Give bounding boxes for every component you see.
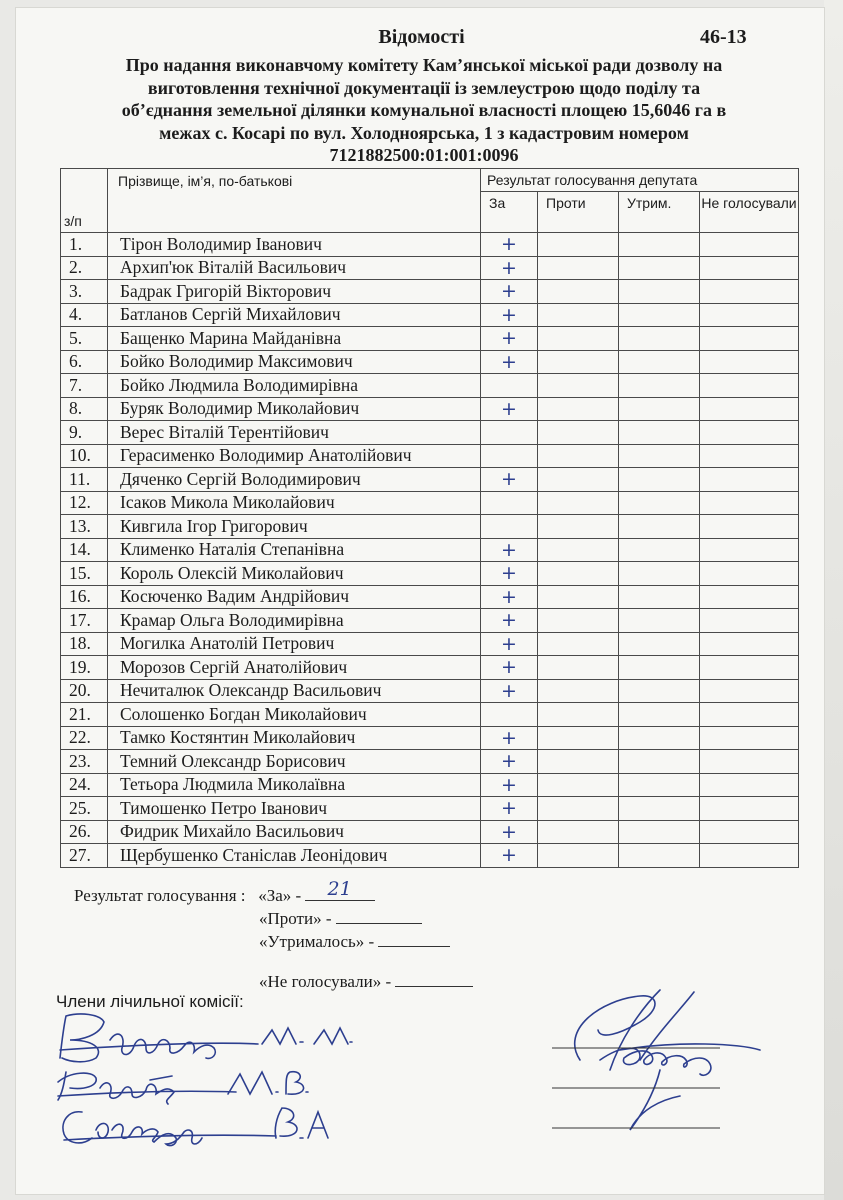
row-name: Бойко Людмила Володимирівна [108, 374, 481, 398]
row-name: Щербушенко Станіслав Леонідович [108, 844, 481, 868]
summary-za-label: «За» - [258, 886, 302, 905]
row-name: Тетьора Людмила Миколаївна [108, 773, 481, 797]
row-number: 22. [61, 726, 108, 750]
row-name: Нечиталюк Олександр Васильович [108, 679, 481, 703]
row-vote-za: + [481, 820, 538, 844]
row-vote-za: + [481, 468, 538, 492]
signature-chair [575, 990, 760, 1130]
subject-line: об’єднання земельної ділянки комунальної власності площею 15,6046 га в [121, 100, 727, 120]
row-name: Крамар Ольга Володимирівна [108, 609, 481, 633]
summary-ne-golos-label: «Не голосували» - [259, 972, 392, 991]
row-number: 11. [61, 468, 108, 492]
row-name: Темний Олександр Борисович [108, 750, 481, 774]
row-number: 24. [61, 773, 108, 797]
row-name: Король Олексій Миколайович [108, 562, 481, 586]
row-number: 25. [61, 797, 108, 821]
row-name: Солошенко Богдан Миколайович [108, 703, 481, 727]
row-number: 10. [61, 444, 108, 468]
summary-label: Результат голосування : [74, 886, 246, 905]
row-vote-za: + [481, 797, 538, 821]
row-name: Тамко Костянтин Миколайович [108, 726, 481, 750]
row-number: 18. [61, 632, 108, 656]
summary-proty-label: «Проти» - [259, 909, 332, 928]
header-ne-golos: Не голосували [700, 192, 799, 233]
row-vote-za: + [481, 773, 538, 797]
row-name: Герасименко Володимир Анатолійович [108, 444, 481, 468]
row-number: 19. [61, 656, 108, 680]
row-number: 12. [61, 491, 108, 515]
row-number: 2. [61, 256, 108, 280]
row-vote-za: + [481, 562, 538, 586]
row-number: 14. [61, 538, 108, 562]
subject-line: Про надання виконавчому комітету Кам’янської міської ради дозволу на [125, 55, 723, 75]
row-vote-za: + [481, 585, 538, 609]
row-vote-za: + [481, 538, 538, 562]
row-number: 17. [61, 609, 108, 633]
row-name: Бадрак Григорій Вікторович [108, 280, 481, 304]
row-number: 15. [61, 562, 108, 586]
row-vote-za: + [481, 656, 538, 680]
subject-line: 7121882500:01:001:0096 [329, 145, 519, 165]
header-proty: Проти [538, 192, 619, 233]
header-result: Результат голосування депутата [481, 169, 799, 192]
row-vote-za: + [481, 679, 538, 703]
row-vote-za: + [481, 350, 538, 374]
commission-label: Члени лічильної комісії: [56, 992, 244, 1011]
row-number: 26. [61, 820, 108, 844]
row-number: 6. [61, 350, 108, 374]
summary-za-value: 21 [327, 878, 352, 900]
subject-line: межах с. Косарі по вул. Холодноярська, 1 з кадастровим номером [159, 122, 689, 143]
signature-2 [58, 1072, 308, 1104]
row-vote-za: + [481, 609, 538, 633]
row-number: 8. [61, 397, 108, 421]
row-number: 1. [61, 233, 108, 257]
header-utrym: Утрим. [619, 192, 700, 233]
row-name: Тимошенко Петро Іванович [108, 797, 481, 821]
row-number: 13. [61, 515, 108, 539]
row-name: Косюченко Вадим Андрійович [108, 585, 481, 609]
row-name: Бойко Володимир Максимович [108, 350, 481, 374]
row-number: 21. [61, 703, 108, 727]
row-vote-za: + [481, 397, 538, 421]
row-name: Архип'юк Віталій Васильович [108, 256, 481, 280]
row-number: 9. [61, 421, 108, 445]
row-name: Морозов Сергій Анатолійович [108, 656, 481, 680]
row-name: Батланов Сергій Михайлович [108, 303, 481, 327]
row-name: Бащенко Марина Майданівна [108, 327, 481, 351]
row-name: Дяченко Сергій Володимирович [108, 468, 481, 492]
row-number: 16. [61, 585, 108, 609]
row-vote-za: + [481, 256, 538, 280]
row-vote-za: + [481, 280, 538, 304]
row-name: Верес Віталій Терентійович [108, 421, 481, 445]
row-number: 4. [61, 303, 108, 327]
row-number: 5. [61, 327, 108, 351]
row-number: 7. [61, 374, 108, 398]
document-number: 46-13 [700, 26, 747, 48]
row-vote-za: + [481, 233, 538, 257]
row-name: Тірон Володимир Іванович [108, 233, 481, 257]
header-name: Прізвище, ім’я, по-батькові [108, 169, 481, 233]
chair-signature-lines [552, 1048, 720, 1128]
row-name: Буряк Володимир Миколайович [108, 397, 481, 421]
row-vote-za: + [481, 726, 538, 750]
row-number: 23. [61, 750, 108, 774]
summary-utrym-label: «Утрималось» - [259, 932, 375, 951]
signature-1 [60, 1014, 352, 1062]
header-za: За [481, 192, 538, 233]
row-name: Ісаков Микола Миколайович [108, 491, 481, 515]
row-vote-za: + [481, 327, 538, 351]
subject-line: виготовлення технічної документації із землеустрою щодо поділу та [147, 77, 701, 98]
row-vote-za: + [481, 844, 538, 868]
document-title: Відомості [378, 26, 465, 48]
row-vote-za: + [481, 303, 538, 327]
row-vote-za: + [481, 750, 538, 774]
row-name: Кивгила Ігор Григорович [108, 515, 481, 539]
row-vote-za: + [481, 632, 538, 656]
row-name: Клименко Наталія Степанівна [108, 538, 481, 562]
row-number: 27. [61, 844, 108, 868]
row-name: Фидрик Михайло Васильович [108, 820, 481, 844]
row-number: 20. [61, 679, 108, 703]
signature-3 [63, 1108, 328, 1146]
header-num: з/п [61, 169, 108, 233]
row-name: Могилка Анатолій Петрович [108, 632, 481, 656]
row-number: 3. [61, 280, 108, 304]
